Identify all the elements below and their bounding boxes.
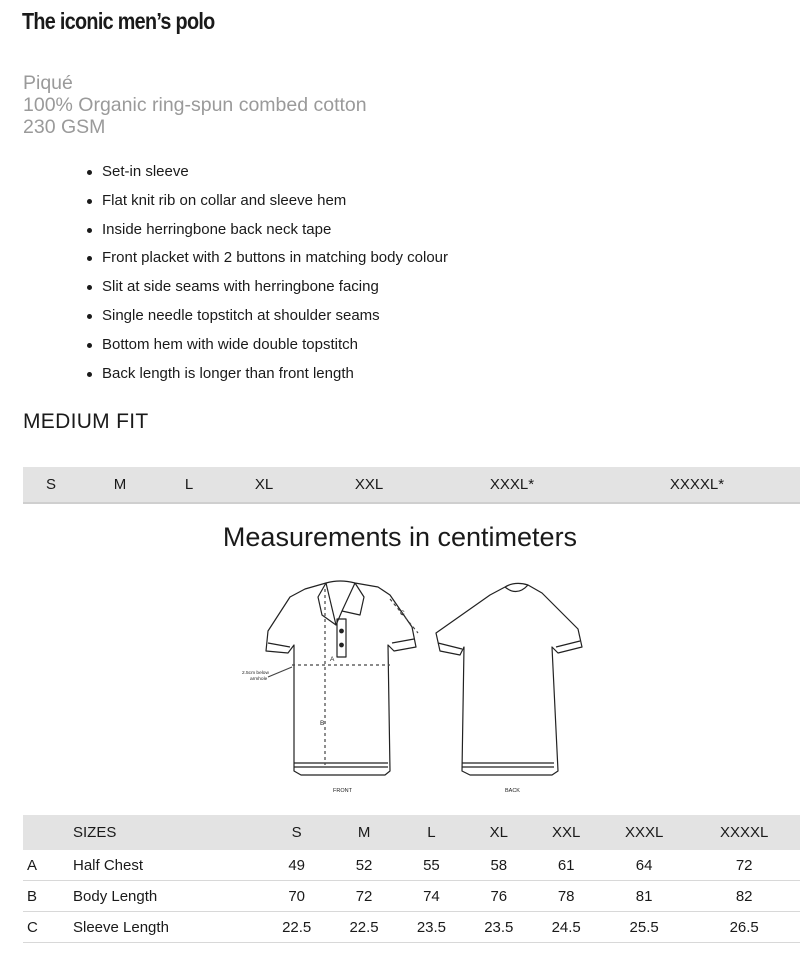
table-row — [23, 850, 800, 881]
feature-item: Inside herringbone back neck tape — [84, 216, 448, 245]
table-cell: 74 — [398, 881, 465, 912]
table-header-size: XXXXL — [720, 824, 769, 841]
row-label: Body Length — [73, 881, 263, 912]
measurements-title: Measurements in centimeters — [222, 522, 578, 552]
size-option-l: L — [184, 476, 194, 493]
feature-item: Slit at side seams with herringbone facing — [84, 273, 448, 302]
row-letter: A — [23, 850, 73, 881]
table-cell: 23.5 — [398, 912, 465, 943]
size-option-xl: XL — [254, 476, 274, 493]
table-cell: 64 — [600, 850, 689, 881]
feature-item: Back length is longer than front length — [84, 360, 448, 389]
feature-item: Front placket with 2 buttons in matching body colour — [84, 244, 448, 273]
table-cell: 49 — [263, 850, 330, 881]
row-letter: C — [23, 912, 73, 943]
table-cell: 22.5 — [263, 912, 330, 943]
size-option-m: M — [113, 476, 127, 493]
fit-heading: MEDIUM FIT — [23, 410, 149, 433]
size-option-xxxl: XXXL* — [489, 476, 535, 493]
spec-fabric: Piqué — [23, 72, 73, 94]
feature-item: Bottom hem with wide double topstitch — [84, 331, 448, 360]
marker-a: A — [330, 656, 335, 663]
row-label: Half Chest — [73, 850, 263, 881]
size-option-xxxxl: XXXXL* — [669, 476, 725, 493]
table-cell: 76 — [465, 881, 532, 912]
table-cell: 26.5 — [688, 912, 800, 943]
table-cell: 70 — [263, 881, 330, 912]
back-shirt-drawing — [436, 583, 582, 775]
table-header-size: L — [427, 824, 436, 841]
table-header-row — [23, 815, 800, 850]
table-cell: 58 — [465, 850, 532, 881]
feature-item: Single needle topstitch at shoulder seams — [84, 302, 448, 331]
size-chart-table — [23, 815, 800, 943]
armhole-note-line1: 2.5cm below — [242, 671, 269, 676]
table-cell: 61 — [533, 850, 600, 881]
table-cell: 82 — [688, 881, 800, 912]
fabric-specs — [23, 72, 367, 138]
size-option-xxl: XXL — [354, 476, 384, 493]
table-header-blank — [23, 815, 73, 850]
spec-weight: 230 GSM — [23, 116, 106, 138]
row-letter: B — [23, 881, 73, 912]
table-cell: 52 — [330, 850, 397, 881]
table-cell: 25.5 — [600, 912, 689, 943]
row-label: Sleeve Length — [73, 912, 263, 943]
table-row — [23, 912, 800, 943]
front-label: FRONT — [333, 788, 352, 794]
spec-material: 100% Organic ring-spun combed cotton — [23, 94, 367, 116]
feature-item: Set-in sleeve — [84, 158, 448, 187]
size-option-s: S — [45, 476, 57, 493]
table-header-size: M — [357, 824, 371, 841]
table-cell: 72 — [330, 881, 397, 912]
table-header-size: XXL — [552, 824, 581, 841]
size-bar — [23, 467, 800, 504]
armhole-note-line2: armhole — [250, 677, 268, 682]
marker-b: B — [320, 720, 325, 727]
front-shirt-drawing — [266, 581, 418, 775]
marker-c: C — [400, 610, 405, 617]
table-header-sizes: SIZES — [73, 824, 117, 841]
table-cell: 24.5 — [533, 912, 600, 943]
page-title: The iconic men’s polo — [22, 8, 215, 34]
back-label: BACK — [505, 788, 520, 794]
table-cell: 78 — [533, 881, 600, 912]
table-header-size: XL — [489, 824, 508, 841]
table-header-size: XXXL — [624, 824, 664, 841]
table-cell: 81 — [600, 881, 689, 912]
table-cell: 23.5 — [465, 912, 532, 943]
feature-item: Flat knit rib on collar and sleeve hem — [84, 187, 448, 216]
table-cell: 22.5 — [330, 912, 397, 943]
table-row — [23, 881, 800, 912]
table-cell: 55 — [398, 850, 465, 881]
table-cell: 72 — [688, 850, 800, 881]
table-header-size: S — [291, 824, 302, 841]
feature-list — [84, 158, 448, 388]
polo-illustration — [230, 575, 600, 800]
